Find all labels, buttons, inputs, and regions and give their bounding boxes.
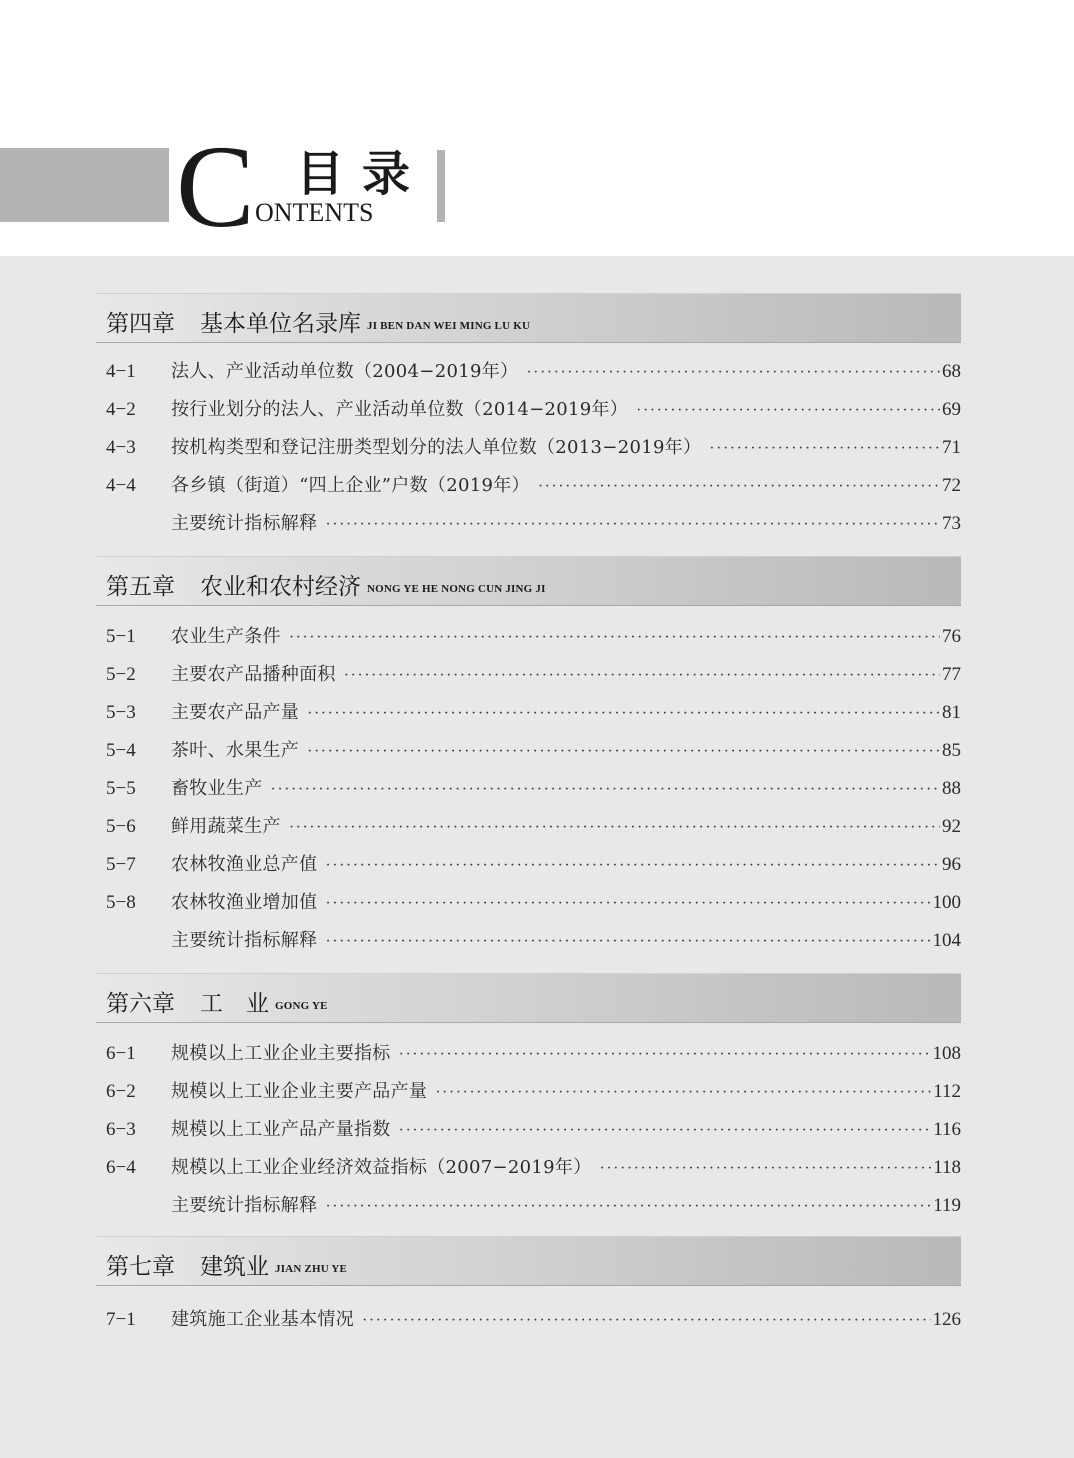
- chapter-title-text: 建筑业: [200, 1254, 269, 1280]
- chapter-title-text: 基本单位名录库: [200, 311, 361, 337]
- page-title: 目录: [296, 146, 429, 202]
- entry-title: 建筑施工企业基本情况: [171, 1309, 354, 1330]
- toc-entry[interactable]: [106, 662, 961, 688]
- entry-title: 规模以上工业企业经济效益指标（2007−2019年）: [171, 1157, 592, 1178]
- toc-entry[interactable]: [106, 1117, 961, 1143]
- entry-title: 法人、产业活动单位数（2004−2019年）: [171, 361, 519, 382]
- chapter-title-text: 工 业: [200, 991, 269, 1017]
- entry-title: 畜牧业生产: [171, 778, 263, 799]
- entry-title: 按机构类型和登记注册类型划分的法人单位数（2013−2019年）: [171, 437, 702, 458]
- toc-entry[interactable]: [106, 738, 961, 764]
- toc-entry[interactable]: [106, 700, 961, 726]
- dot-leader: [399, 1118, 932, 1144]
- toc-entry[interactable]: [106, 511, 961, 537]
- entry-number: 6−4: [106, 1157, 136, 1178]
- entry-page: 116: [933, 1119, 961, 1140]
- toc-entry[interactable]: [106, 1193, 961, 1219]
- toc-entry[interactable]: [106, 890, 961, 916]
- chapter-number: 第七章: [106, 1254, 175, 1280]
- chapter-title: [200, 985, 328, 1018]
- entry-number: 5−7: [106, 854, 136, 875]
- dot-leader: [325, 891, 930, 917]
- entry-title: 规模以上工业企业主要指标: [171, 1043, 391, 1064]
- entry-number: 5−3: [106, 702, 136, 723]
- dot-leader: [325, 929, 930, 955]
- entry-number: 4−4: [106, 475, 136, 496]
- toc-entry[interactable]: [106, 1307, 961, 1333]
- dot-leader: [600, 1156, 932, 1182]
- entry-page: 100: [932, 892, 961, 913]
- chapter-pinyin: NONG YE HE NONG CUN JING JI: [367, 583, 546, 595]
- header-left-bar: [0, 148, 169, 222]
- toc-entry[interactable]: [106, 624, 961, 650]
- entry-page: 73: [942, 513, 961, 534]
- chapter-title: [200, 1248, 347, 1281]
- entry-title: 农林牧渔业增加值: [171, 892, 318, 913]
- entry-title: 主要农产品播种面积: [171, 664, 336, 685]
- entry-number: 5−2: [106, 664, 136, 685]
- chapter-title-text: 农业和农村经济: [200, 574, 361, 600]
- entry-page: 112: [933, 1081, 961, 1102]
- entry-page: 72: [942, 475, 961, 496]
- entry-page: 108: [932, 1043, 961, 1064]
- dot-leader: [289, 625, 940, 651]
- entry-title: 农林牧渔业总产值: [171, 854, 318, 875]
- entry-number: 4−1: [106, 361, 136, 382]
- entry-number: 4−2: [106, 399, 136, 420]
- entry-number: 5−4: [106, 740, 136, 761]
- entry-title: 农业生产条件: [171, 626, 281, 647]
- chapter-pinyin: GONG YE: [275, 1000, 328, 1012]
- dot-leader: [435, 1080, 931, 1106]
- entry-page: 118: [933, 1157, 961, 1178]
- entry-number: 6−2: [106, 1081, 136, 1102]
- toc-entry[interactable]: [106, 359, 961, 385]
- entry-page: 68: [942, 361, 961, 382]
- dot-leader: [526, 360, 940, 386]
- chapter-heading-7[interactable]: [96, 1236, 961, 1286]
- dot-leader: [289, 815, 940, 841]
- entry-title: 主要农产品产量: [171, 702, 300, 723]
- entry-number: 6−1: [106, 1043, 136, 1064]
- entry-number: 4−3: [106, 437, 136, 458]
- entry-number: 6−3: [106, 1119, 136, 1140]
- dot-leader: [307, 701, 940, 727]
- entry-number: 5−1: [106, 626, 136, 647]
- dot-leader: [344, 663, 940, 689]
- entry-page: 77: [942, 664, 961, 685]
- chapter-pinyin: JI BEN DAN WEI MING LU KU: [367, 320, 531, 332]
- dot-leader: [325, 512, 940, 538]
- dot-leader: [399, 1042, 931, 1068]
- dot-leader: [325, 853, 940, 879]
- toc-entry[interactable]: [106, 852, 961, 878]
- chapter-number: 第四章: [106, 311, 175, 337]
- contents-initial-letter: C: [176, 121, 255, 252]
- chapter-heading-4[interactable]: [96, 293, 961, 343]
- entry-title: 主要统计指标解释: [171, 1195, 318, 1216]
- toc-entry[interactable]: [106, 1041, 961, 1067]
- entry-title: 规模以上工业产品产量指数: [171, 1119, 391, 1140]
- chapter-title: [200, 568, 546, 601]
- chapter-pinyin: JIAN ZHU YE: [275, 1263, 348, 1275]
- toc-entry[interactable]: [106, 473, 961, 499]
- entry-page: 104: [932, 930, 961, 951]
- dot-leader: [325, 1194, 931, 1220]
- toc-entry[interactable]: [106, 1155, 961, 1181]
- dot-leader: [636, 398, 940, 424]
- entry-title: 主要统计指标解释: [171, 930, 318, 951]
- entry-title: 按行业划分的法人、产业活动单位数（2014−2019年）: [171, 399, 629, 420]
- toc-entry[interactable]: [106, 1079, 961, 1105]
- entry-title: 茶叶、水果生产: [171, 740, 300, 761]
- entry-number: 5−6: [106, 816, 136, 837]
- toc-entry[interactable]: [106, 397, 961, 423]
- entry-page: 81: [942, 702, 961, 723]
- entry-page: 69: [942, 399, 961, 420]
- entry-page: 76: [942, 626, 961, 647]
- dot-leader: [709, 436, 940, 462]
- entry-page: 119: [933, 1195, 961, 1216]
- entry-title: 鲜用蔬菜生产: [171, 816, 281, 837]
- dot-leader: [362, 1308, 931, 1334]
- entry-page: 126: [932, 1309, 961, 1330]
- chapter-title: [200, 305, 530, 338]
- entry-number: 5−5: [106, 778, 136, 799]
- entry-page: 92: [942, 816, 961, 837]
- toc-entry[interactable]: [106, 928, 961, 954]
- toc-entry[interactable]: [106, 435, 961, 461]
- chapter-heading-6[interactable]: [96, 973, 961, 1023]
- entry-page: 96: [942, 854, 961, 875]
- entry-number: 7−1: [106, 1309, 136, 1330]
- entry-title: 规模以上工业企业主要产品产量: [171, 1081, 428, 1102]
- toc-entry[interactable]: [106, 814, 961, 840]
- dot-leader: [538, 474, 940, 500]
- chapter-number: 第五章: [106, 574, 175, 600]
- dot-leader: [307, 739, 940, 765]
- header-right-bar: [437, 150, 445, 222]
- entry-page: 71: [942, 437, 961, 458]
- entry-number: 5−8: [106, 892, 136, 913]
- page-title-english: ONTENTS: [255, 198, 374, 227]
- entry-page: 88: [942, 778, 961, 799]
- entry-title: 主要统计指标解释: [171, 513, 318, 534]
- entry-title: 各乡镇（街道）“四上企业”户数（2019年）: [171, 475, 530, 496]
- dot-leader: [271, 777, 941, 803]
- chapter-heading-5[interactable]: [96, 556, 961, 606]
- entry-page: 85: [942, 740, 961, 761]
- toc-entry[interactable]: [106, 776, 961, 802]
- chapter-number: 第六章: [106, 991, 175, 1017]
